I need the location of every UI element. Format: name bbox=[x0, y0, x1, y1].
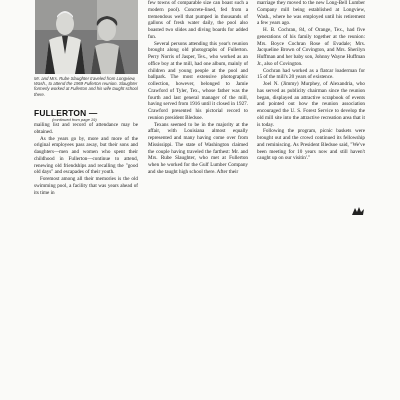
column-2 bbox=[148, 0, 248, 176]
paragraph: Following the program, picnic baskets were brought out and the crowd continued its fellowship and reminiscing. As President Bledsoe said, "We've been meeting for 10 years now and still haven't caught up on our visitin'." bbox=[257, 128, 365, 162]
paragraph: Several persons attending this year's reunion brought along old photographs of Fullerton. Perry Norris of Jasper, Tex., who worked as an office boy at the mill, had one album, mainly of children and young people at the pool and ballpark. The most extensive photographic collection, however, belonged to Jamie Crawford of Tyler, Tex., whose father was the fourth and last general manager of the mill, having served from 1916 until it closed in 1927. Crawford presented his pictorial record to reunion president Bledsoe. bbox=[148, 40, 248, 121]
continued-note: (continued from page 19) bbox=[52, 117, 97, 122]
reunion-photo bbox=[35, 0, 138, 74]
paragraph: Cochran had worked as a flatcar loaderman for 15 of the mill's 20 years of existence. bbox=[257, 67, 365, 81]
photo-image bbox=[35, 0, 138, 74]
paragraph: Foremost among all their memories is the old swimming pool, a facility that was years ahead of its time in bbox=[34, 176, 138, 196]
paragraph: H. B. Cochran, 84, of Orange, Tex., had five generations of his family together at the reunion: Mrs. Boyce Cochran Rose of Evadale; Mrs. Jacqueline Brown of Covington, and Mrs. Sherilyn Huffman and her baby son, Johnny Wayne Huffman Jr., also of Covington. bbox=[257, 27, 365, 67]
paragraph: few towns of comparable size can boast such a modern pool). Concrete-lined, fed from a tremendous well that pumped in thousands of gallons of fresh water daily, the pool also boasted two slides and diving boards for added fun. bbox=[148, 0, 248, 40]
paragraph: mailing list and record of attendance may be obtained. bbox=[34, 122, 138, 135]
paragraph: marriage they moved to the new Long-Bell Lumber Company mill being established at Longview, Wash., where he was employed until his retirement a few years ago. bbox=[257, 0, 365, 27]
article-headline: FULLERTON — bbox=[34, 108, 98, 118]
paragraph: As the years go by, more and more of the original employees pass away, but their sons and daughters—men and women who spent their childhood in Fullerton—continue to attend, renewing old friendships and recalling the "good old days" and escapades of their youth. bbox=[34, 135, 138, 176]
end-mark-icon bbox=[351, 206, 365, 216]
photo-caption: Mr. and Mrs. Rube Slaughter traveled from Longview, Wash., to attend the 1969 Fullerton reunion. Slaughter formerly worked at Fullerton and his wife taught school there. bbox=[34, 76, 138, 97]
paragraph: Texans seemed to be in the majority at the affair, with Louisiana almost equally represented and many having come over from Mississippi. The state of Washington claimed the couple having traveled the farthest: Mr. and Mrs. Rube Slaughter, who met at Fullerton when he worked for the Gulf Lumber Company and she taught high school there. After their bbox=[148, 121, 248, 175]
column-3 bbox=[257, 0, 365, 162]
paragraph: Joel N. (Jimmy) Murphey, of Alexandria, who has served as publicity chairman since the reunion began, displayed an attractive scrapbook of events and pointed out how the reunion association encouraged the U. S. Forest Service to develop the old mill site into the attractive recreation area that it is today. bbox=[257, 81, 365, 128]
column-1 bbox=[34, 122, 138, 196]
